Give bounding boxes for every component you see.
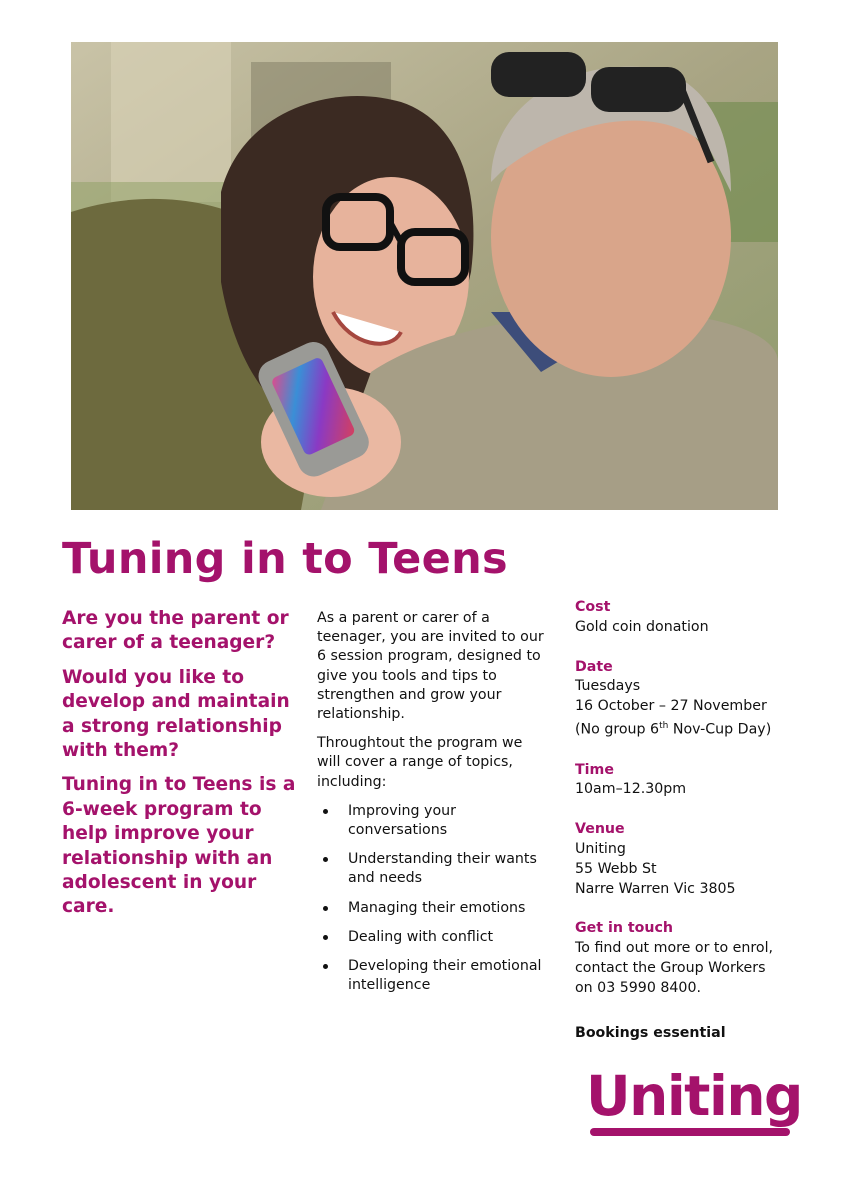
topic-item: Managing their emotions bbox=[317, 899, 549, 918]
topic-item: Developing their emotional intelligence bbox=[317, 957, 549, 995]
event-details bbox=[575, 598, 845, 1044]
contact-line: To find out more or to enrol, bbox=[575, 940, 774, 957]
description-paragraph: As a parent or carer of a teenager, you are invited to our 6 session program, designed to give you tools and tips to strengthen and grow your relationship. bbox=[317, 610, 544, 723]
topics-intro: Throughtout the program we will cover a range of topics, including: bbox=[317, 735, 523, 790]
page-title: Tuning in to Teens bbox=[62, 534, 508, 584]
bookings-note: Bookings essential bbox=[575, 1025, 726, 1042]
date-day: Tuesdays bbox=[575, 678, 641, 695]
cost-value: Gold coin donation bbox=[575, 618, 709, 635]
venue-suburb: Narre Warren Vic 3805 bbox=[575, 880, 736, 897]
venue-label: Venue bbox=[575, 821, 625, 838]
topic-item: Understanding their wants and needs bbox=[317, 850, 549, 888]
date-block bbox=[575, 658, 845, 741]
topics-list bbox=[317, 802, 549, 996]
intro-program-summary: Tuning in to Teens is a 6-week program to help improve your relationship with an adolescent in your care. bbox=[62, 774, 296, 918]
time-value: 10am–12.30pm bbox=[575, 781, 687, 798]
venue-street: 55 Webb St bbox=[575, 860, 657, 877]
time-block bbox=[575, 761, 845, 801]
intro-questions bbox=[62, 607, 302, 930]
logo-underline bbox=[590, 1128, 790, 1136]
time-label: Time bbox=[575, 761, 614, 778]
logo-wordmark: Uniting bbox=[586, 1064, 802, 1128]
cost-block bbox=[575, 598, 845, 638]
hero-photo bbox=[71, 42, 778, 510]
contact-label: Get in touch bbox=[575, 920, 674, 937]
contact-line: contact the Group Workers bbox=[575, 959, 766, 976]
intro-question-parent: Are you the parent or carer of a teenager? bbox=[62, 608, 289, 654]
date-label: Date bbox=[575, 658, 613, 675]
cost-label: Cost bbox=[575, 599, 611, 615]
date-note: (No group 6th Nov-Cup Day) bbox=[575, 720, 772, 738]
venue-name: Uniting bbox=[575, 840, 626, 857]
venue-block bbox=[575, 820, 845, 899]
date-range: 16 October – 27 November bbox=[575, 698, 767, 715]
uniting-logo bbox=[586, 1066, 800, 1138]
topic-item: Dealing with conflict bbox=[317, 928, 549, 947]
program-description bbox=[317, 609, 549, 1005]
contact-block bbox=[575, 919, 845, 998]
intro-question-relationship: Would you like to develop and maintain a strong relationship with them? bbox=[62, 666, 290, 762]
topic-item: Improving your conversations bbox=[317, 802, 549, 840]
contact-phone: on 03 5990 8400. bbox=[575, 979, 701, 996]
